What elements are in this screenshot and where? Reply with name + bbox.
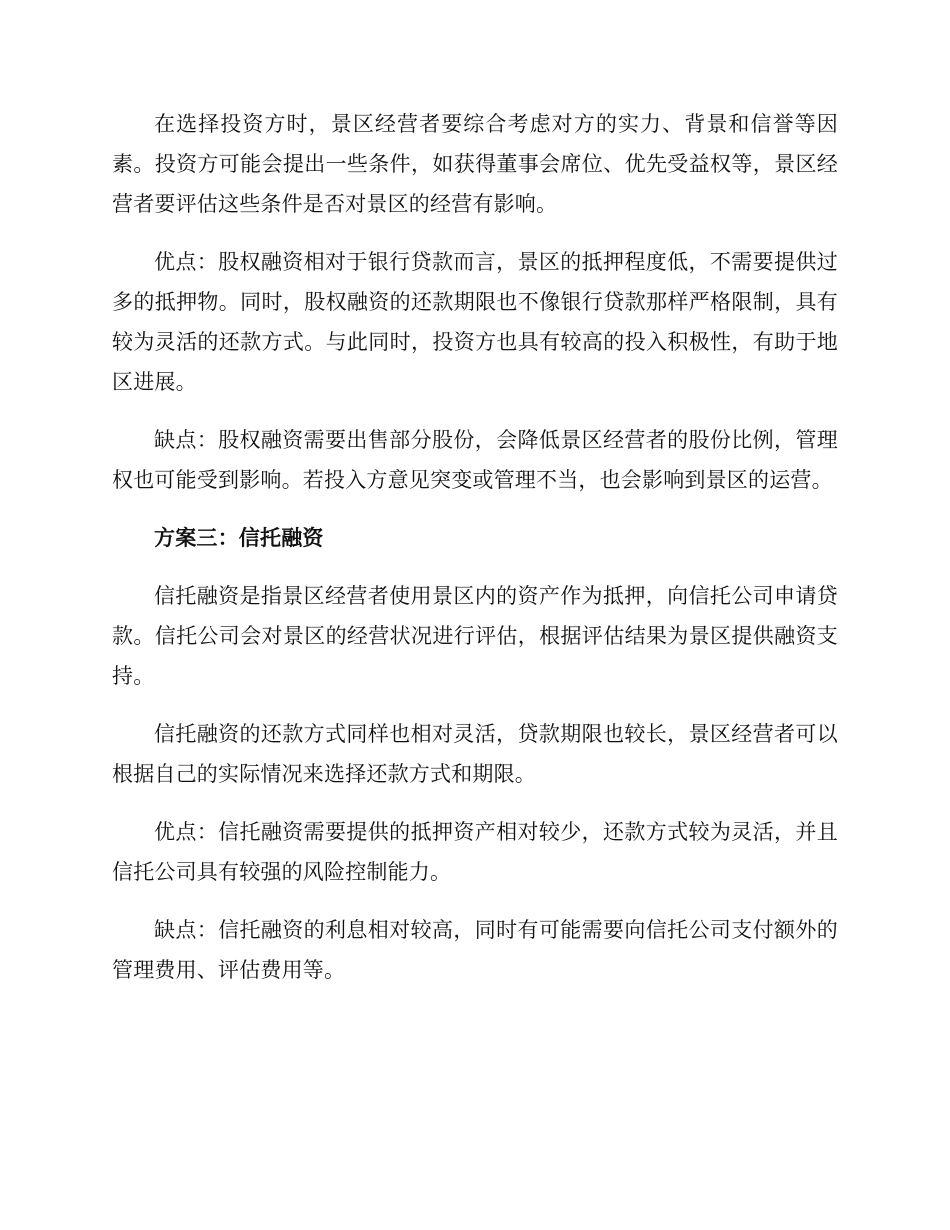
paragraph-trust-advantages: 优点：信托融资需要提供的抵押资产相对较少，还款方式较为灵活，并且信托公司具有较强的风险控制能力。 xyxy=(112,820,838,884)
paragraph-equity-disadvantages: 缺点：股权融资需要出售部分股份，会降低景区经营者的股份比例，管理权也可能受到影响。若投入方意见突变或管理不当，也会影响到景区的运营。 xyxy=(112,428,838,492)
section-heading-trust-financing: 方案三：信托融资 xyxy=(154,526,324,550)
paragraph-equity-advantages: 优点：股权融资相对于银行贷款而言，景区的抵押程度低，不需要提供过多的抵押物。同时，股权融资的还款期限也不像银行贷款那样严格限制，具有较为灵活的还款方式。与此同时，投资方也具有较高的投入积极性，有助于地区进展。 xyxy=(112,250,838,394)
paragraph-investor-selection: 在选择投资方时，景区经营者要综合考虑对方的实力、背景和信誉等因素。投资方可能会提出一些条件，如获得董事会席位、优先受益权等，景区经营者要评估这些条件是否对景区的经营有影响。 xyxy=(112,112,838,216)
paragraph-trust-disadvantages: 缺点：信托融资的利息相对较高，同时有可能需要向信托公司支付额外的管理费用、评估费用等。 xyxy=(112,918,838,982)
paragraph-trust-repayment: 信托融资的还款方式同样也相对灵活，贷款期限也较长，景区经营者可以根据自己的实际情况来选择还款方式和期限。 xyxy=(112,722,838,786)
paragraph-trust-definition: 信托融资是指景区经营者使用景区内的资产作为抵押，向信托公司申请贷款。信托公司会对景区的经营状况进行评估，根据评估结果为景区提供融资支持。 xyxy=(112,584,838,688)
